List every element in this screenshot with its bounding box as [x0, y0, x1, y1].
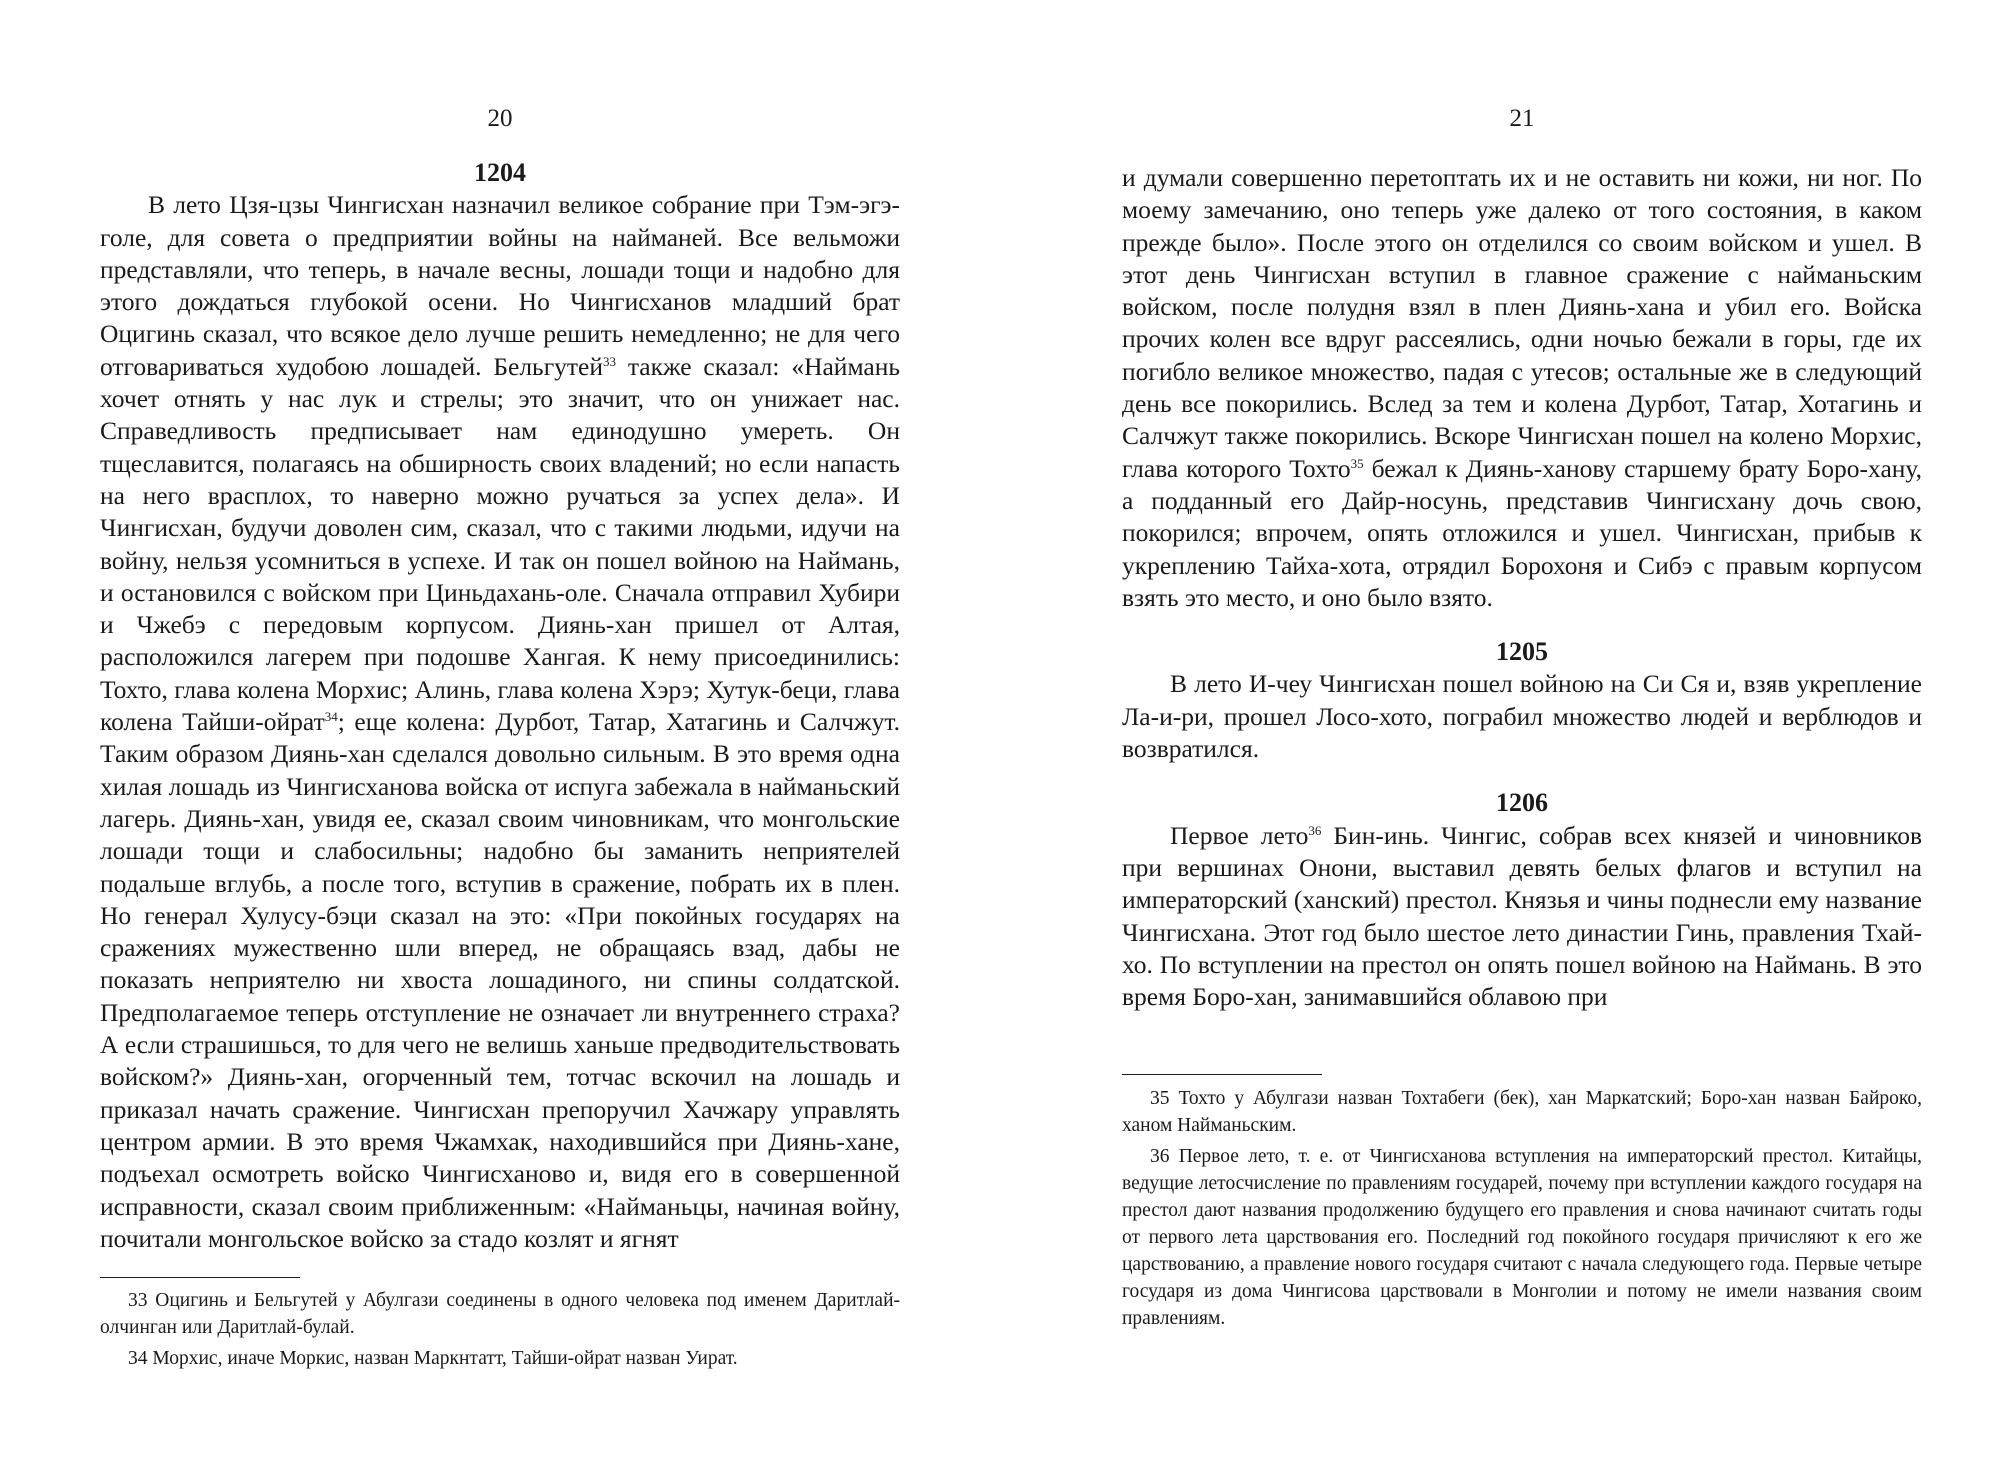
- footnotes: [100, 1287, 900, 1376]
- year-heading: 1204: [474, 158, 526, 187]
- footnote-divider: [1122, 1074, 1322, 1075]
- paragraph: [1122, 162, 1922, 614]
- page-body: [1122, 162, 1922, 1013]
- footnote-divider: [100, 1277, 300, 1278]
- paragraph-text: Бин-инь. Чингис, собрав всех князей и чиновников при вершинах Онони, выставил девять белых флагов и вступил на императорский (ханский) престол. Князья и чины поднесли ему название Чингисхана. Этот год было шестое лето династии Гинь, правления Тхай-хо. По вступлении на престол он опять пошел войною на Наймань. В это время Боро-хан, занимавшийся облавою при: [1122, 820, 1922, 1012]
- page-number: 20: [487, 105, 513, 132]
- paragraph: [1122, 820, 1922, 1014]
- paragraph-text: В лето Цзя-цзы Чингисхан назначил великое собрание при Тэм-эгэ-голе, для совета о предприятии войны на найманей. Все вельможи представляли, что теперь, в начале весны, лошади тощи и надобно для этого дождаться глубокой осени. Но Чингисханов младший брат Оцигинь сказал, что всякое дело лучше решить немедленно; не для чего отговариваться худобою лошадей. Бельгутей: [100, 190, 900, 381]
- right-page: [1122, 0, 1922, 1483]
- footnote-reference: 35: [1350, 455, 1364, 471]
- footnote: 35 Тохто у Абулгази назван Тохтабеги (бек), хан Маркатский; Боро-хан назван Байроко, ханом Найманьским.: [1122, 1088, 1922, 1136]
- footnote-reference: 36: [1308, 822, 1322, 838]
- footnote: 33 Оцигинь и Бельгутей у Абулгази соединены в одного человека под именем Даритлай-олчинган или Даритлай-булай.: [100, 1290, 900, 1338]
- year-heading: 1205: [1496, 637, 1548, 667]
- paragraph-text: ; еще колена: Дурбот, Татар, Хатагинь и Салчжут. Таким образом Диянь-хан сделался довольно сильным. В это время одна хилая лошадь из Чингисханова войска от испуга забежала в найманьский лагерь. Диянь-хан, увидя ее, сказал своим чиновникам, что монгольские лошади тощи и слабосильны; надобно бы заманить неприятелей подальше вглубь, а после того, вступив в сражение, побрать их в плен. Но генерал Хулусу-бэци сказал на это: «При покойных государях на сражениях мужественно шли вперед, не обращаясь взад, дабы не показать неприятелю ни хвоста лошадиного, ни спины солдатской. Предполагаемое теперь отступление не означает ли внутреннего страха? А если страшишься, то для чего не велишь ханьше предводительствовать войском?» Диянь-хан, огорченный тем, тотчас вскочил на лошадь и приказал начать сражение. Чингисхан препоручил Хачжару управлять центром армии. В это время Чжамхак, находившийся при Диянь-хане, подъехал осмотреть войско Чингисханово и, видя его в совершенной исправности, сказал своим приближенным: «Найманьцы, начиная войну, почитали монгольское войско за стадо козлят и ягнят: [100, 707, 900, 1253]
- paragraph-text: В лето И-чеу Чингисхан пошел войною на Си Ся и, взяв укрепление Ла-и-ри, прошел Лосо-хото, пограбил множество людей и верблюдов и возвратился.: [1122, 669, 1922, 764]
- footnote: 34 Морхис, иначе Моркис, назван Маркнтатт, Тайши-ойрат назван Уират.: [128, 1348, 738, 1369]
- footnote-reference: 33: [603, 353, 617, 369]
- page-body: [100, 157, 900, 1255]
- paragraph: [100, 189, 900, 1255]
- left-page: [100, 0, 900, 1483]
- paragraphs: [100, 189, 900, 1255]
- footnotes: [1122, 1085, 1922, 1336]
- paragraph: [1122, 668, 1922, 765]
- footnote: 36 Первое лето, т. е. от Чингисханова вступления на императорский престол. Китайцы, ведущие летосчисление по правлениям государей, почему при вступлении каждого государя на престол дают названия продолжению будущего его правления и снова начинают считать годы от первого лета царствования его. Последний год покойного государя причисляют к его же царствованию, а правление нового государя считают с начала следующего года. Первые четыре государя из дома Чингисова царствовали в Монголии и потому не имели названия своим правлениям.: [1122, 1146, 1922, 1329]
- page-number: 21: [1509, 105, 1535, 132]
- year-heading: 1206: [1496, 788, 1548, 818]
- paragraph-text: Первое лето: [1170, 820, 1309, 850]
- paragraph-text: бежал к Диянь-ханову старшему брату Боро-хану, а подданный его Дайр-носунь, представив Чингисхану дочь свою, покорился; впрочем, опять отложился и ушел. Чингисхан, прибыв к укреплению Тайха-хота, отрядил Борохоня и Сибэ с правым корпусом взять это место, и оно было взято.: [1122, 453, 1922, 612]
- footnote-reference: 34: [324, 709, 338, 725]
- paragraph-text: и думали совершенно перетоптать их и не оставить ни кожи, ни ног. По моему замечанию, оно теперь уже далеко от того состояния, в каком прежде было». После этого он отделился со своим войском и ушел. В этот день Чингисхан вступил в главное сражение с найманьским войском, после полудня взял в плен Диянь-хана и убил его. Войска прочих колен все вдруг рассеялись, одни ночью бежали в горы, где их погибло великое множество, падая с утесов; остальные же в следующий день все покорились. Вслед за тем и колена Дурбот, Татар, Хотагинь и Салчжут также покорились. Вскоре Чингисхан пошел на колено Морхис, глава которого Тохто: [1122, 163, 1922, 483]
- paragraph-text: также сказал: «Наймань хочет отнять у нас лук и стрелы; это значит, что он унижает нас. Справедливость предписывает нам единодушно умереть. Он тщеславится, полагаясь на обширность своих владений; но если напасть на него врасплох, то наверно можно ручаться за успех дела». И Чингисхан, будучи доволен сим, сказал, что с такими людьми, идучи на войну, нельзя усомниться в успехе. И так он пошел войною на Наймань, и остановился с войском при Циньдахань-оле. Сначала отправил Хубири и Чжебэ с передовым корпусом. Диянь-хан пришел от Алтая, расположился лагерем при подошве Хангая. К нему присоединились: Тохто, глава колена Морхис; Алинь, глава колена Хэрэ; Хутук-беци, глава колена Тайши-ойрат: [100, 351, 901, 737]
